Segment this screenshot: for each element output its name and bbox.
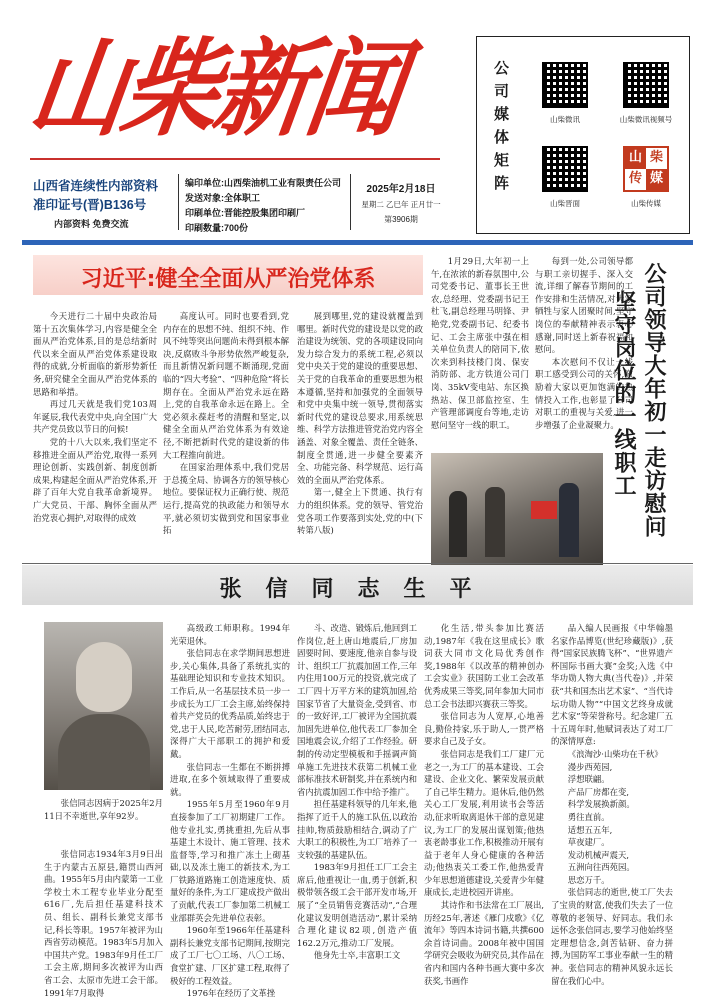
logo-char: 媒 (646, 169, 667, 190)
paragraph: 发动机械声震天, (567, 849, 630, 860)
matrix-item[interactable] (610, 146, 682, 209)
masthead-logo: 山柴新闻 (22, 26, 408, 151)
logo-char: 传 (628, 171, 642, 186)
paragraph: 本次慰问不仅让一线职工感受到公司的关怀,激励着大家以更加饱满的热情投入工作,也彰显了公司对职工的重视与关爱,进一步增强了企业凝聚力。 (535, 356, 633, 430)
paragraph: 张信同志一生都在不断拼搏进取,在多个领域取得了重要成就。 (170, 761, 290, 797)
article1-title: 习近平:健全全面从严治党体系 (80, 267, 376, 292)
paragraph: 适想五五年, (567, 824, 613, 835)
paragraph: 张信同志的逝世,使工厂失去了宝贵的财富,使我们失去了一位尊敬的老领导、好同志。我们永远怀念张信同志,要学习他始终坚定理想信念,剑苦钻研、奋力拼搏,为国防军工事业奉献一生的精神。张信同志的精神风貌永远长留在我们心中。 (551, 887, 673, 986)
media-matrix-title: 公司媒体矩阵 (492, 60, 510, 198)
paragraph: 1960年至1966年任基建科副科长兼党支部书记期间,按期完成了工厂七〇工场、八〇工场、食堂扩建、厂区扩建工程,取得了极好的工程效益。 (170, 925, 290, 986)
article1-col1 (33, 310, 157, 665)
paragraph: 1983年9月担任工厂工会主席后,他重视让一血,勇于创新,积极带领各级工会干部开发市场,开展了“全员销售竞赛活动”,“合理化建议发明创造活动”,累计采纳合理化建议82项,创造产值162.2万元,推动工厂发展。 (297, 862, 417, 948)
matrix-item-label: 山柴微讯视频号 (619, 115, 673, 124)
paragraph: 每到一处,公司领导都与职工亲切握手、深入交流,详细了解春节期间的工作安排和生活情况,对大家牺牲与家人团聚时间,坚守岗位的奉献精神表示衷心感谢,同时送上新春祝福和慰问。 (535, 256, 633, 355)
masthead-note: 内部资料 免费交流 (54, 219, 129, 229)
logo-char: 山 (625, 148, 646, 169)
qr-code-icon (542, 62, 588, 108)
paragraph: 五洲向往西苑园。 (567, 862, 635, 873)
matrix-item[interactable] (610, 62, 682, 125)
paragraph: 漫步西苑园, (567, 761, 613, 772)
matrix-item[interactable] (534, 146, 596, 209)
paragraph: 他身先士卒,丰富职工文 (313, 950, 401, 961)
obituary-portrait (44, 622, 163, 790)
article2-photo (431, 453, 603, 565)
masthead-rule (30, 158, 440, 160)
masthead-divider (178, 174, 179, 230)
article2-title-1: 公司领导大年初一走访慰问 (641, 262, 667, 538)
paragraph: 在国家治理体系中,我们党居于总揽全局、协调各方的领导核心地位。要保证权力正确行使、规范运行,提高党的执政能力和领导水平,就必须切实做到党和国家事业拓 (163, 462, 289, 536)
obituary-col2 (170, 622, 290, 999)
masthead-region: 山西省连续性内部资料 (33, 179, 159, 193)
matrix-item-label: 山柴微讯 (550, 115, 580, 124)
paragraph: 思恋万千。 (567, 874, 610, 885)
paragraph: 斗、改造、锻炼后,他回到工作岗位,赶上唐山地震后,厂房加固要时间、要速度,他亲自参与设计、组织工厂抗震加固工作,三年内住用100万元的投资,就完成了工厂四十万平方米的建筑加固,给国家节省了大量资金,受到省、市的一致好评,工厂被评为全国抗震加固先进单位,他代表工厂参加全国地震会议,介绍了工作经验。研制的传动定型模板和手摇调声简单施工先进技术获第二机械工业部标准技术研制奖,并在系统内和省内抗震加固工作中给予推广。 (297, 623, 417, 797)
paragraph: 第一,健全上下贯通、执行有力的组织体系。党的领导、管党治党各项工作要落到实处,党的中(下转第八版) (297, 487, 423, 536)
masthead-lunar: 星期二 乙巳年 正月廿一 (361, 200, 441, 209)
masthead-date: 2025年2月18日 (366, 184, 436, 195)
paragraph: 高级政工师职称。1994年光荣退休。 (170, 623, 290, 646)
paragraph: 展到哪里,党的建设就覆盖到哪里。新时代党的建设是以党的政治建设为统领、党的各项建设同向发力综合发力的系统工程,必须以党中央关于党的建设的重要思想、关于党的自我革命的重要思想为根本遵循,坚持和加强党的全面领导和党中央集中统一领导,贯彻落实新时代党的建设总要求,用系统思维、科学方法推进管党治党内容全涵盖、对象全覆盖、责任全链条、制度全贯通,进一步健全要素齐全、功能完备、科学规范、运行高效的全面从严治党体系。 (297, 311, 423, 485)
matrix-item-label: 山柴晋面 (550, 199, 580, 208)
paragraph: 浮想联翩。 (567, 774, 610, 785)
paragraph: 产品厂房都在变, (567, 786, 630, 797)
paragraph: 1955年5月至1960年9月直接参加了工厂初期建厂工作。他专业扎实,勇挑重担,先后从事基建土木设计、施工管理、技术监督等,学习和推广冻土上砌基础,以及冻土施工的新技术,为工厂铁路道路施工创造速度快、质量好的条件,为工厂建成投产做出了贡献,代表工厂参加第二机械工业部群英会先进单位表彰。 (170, 799, 290, 923)
obituary-col1: 张信同志1934年3月9日出生于内蒙古五原县,籍贯山西河曲。1955年5月由内蒙第一工业学校土木工程专业毕业分配至616厂,先后担任基建科技术员、组长、副科长兼党支部书记,科长等职。1957年被评为山西省劳动模范。1983年5月加入中国共产党。1983年9月任工厂工会主席,期间多次被评为山西省工会、太原市先进工会干部。1991年7月取得 (44, 849, 163, 998)
paragraph: 1976年在经历了文革挫 (186, 988, 276, 999)
paragraph: 党的十八大以来,我们坚定不移推进全面从严治党,取得一系列理论创新、实践创新、制度创新成果,构建起全面从严治党体系,开辟了百年大党自我革命新境界。广大党员、干部、胸怀全面从严治党衷心拥护,对取得的成效 (33, 436, 157, 523)
masthead-copies: 印刷数量:700份 (185, 223, 249, 233)
masthead-band (22, 240, 693, 245)
masthead-info (185, 176, 341, 236)
article1-col3 (297, 310, 423, 665)
obituary-col3 (297, 622, 417, 988)
masthead-scope: 发送对象:全体职工 (185, 193, 260, 203)
paragraph: 草夜建厂。 (567, 837, 610, 848)
qr-code-icon (542, 146, 588, 192)
masthead-permit: 准印证号(晋)B136号 (33, 198, 147, 212)
obituary-col4 (424, 622, 544, 988)
matrix-item[interactable] (534, 62, 596, 125)
obituary-photo-caption: 张信同志因病于2025年2月11日不幸逝世,享年92岁。 (44, 798, 163, 821)
paragraph: 张信同志为人宽厚,心地善良,勤俭持家,乐于助人,一贯严格要求自己及子女。 (424, 711, 544, 747)
obituary-col5 (551, 622, 673, 988)
matrix-item-label: 山柴传媒 (631, 199, 661, 208)
paragraph: 《浪淘沙·山柴功在千秋》 (567, 748, 663, 759)
article2-title-2: 坚守岗位的一线职工 (611, 290, 637, 497)
logo-char: 柴 (649, 150, 663, 165)
shanchai-logo-icon (623, 146, 669, 192)
paragraph: 张信同志是我们工厂建厂元老之一,为工厂的基本建设、工会建设、企业文化、繁荣发展贡献了自己毕生精力。退休后,他仍然关心工厂发展,利用读书会等活动,征求听取离退休干部的意见建议,为工厂的发展出谋划策;他热衷老龄事业工作,积极推动开展有益于老年人身心健康的各种活动;他热衷关工委工作,他热爱青少年思想道德建设,关爱青少年健康成长,走进校园开讲座。 (424, 748, 544, 898)
obituary-title: 张信同志生平 (219, 577, 496, 602)
masthead-printer: 印刷单位:晋能控股集团印刷厂 (185, 208, 305, 218)
masthead-editor: 编印单位:山西柴油机工业有限责任公司 (185, 178, 341, 188)
paragraph: 品入编人民画报《中华翰墨名家作品博览(世纪珍藏版)》,获得“国家民族腾飞杯”、“世界遗产杯国际书画大赛”金奖;入选《中华功勋人物大典(当代卷)》,并荣获“共和国杰出艺术家”、“当代诗坛功勋人物”“中国文艺终身成就艺术家”等荣誉称号。纪念建厂五十五周年时,他赋词表达了对工厂的深情厚意: (551, 623, 673, 747)
masthead-issue: 第3906期 (384, 215, 418, 224)
paragraph: 高度认可。同时也要看到,党内存在的思想不纯、组织不纯、作风不纯等突出问题尚未得到根本解决,反腐败斗争形势依然严峻复杂,而且新情况新问题不断涌现,党面临的“四大考验”、“四种危险”将长期存在。全面从严治党永远在路上,党的自我革命永远在路上。全党必须永葆赶考的清醒和坚定,以健全全面从严治党体系为有效途径,不断把新时代党的建设新的伟大工程推向前进。 (163, 311, 290, 460)
article2-col1: 1月29日,大年初一上午,在浓浓的新春氛围中,公司党委书记、董事长王世农,总经理、党委副书记王杜飞,副总经理马明锋、尹艳党,党委副书记、纪委书记、工会主席张中强在相关单位负责人的陪同下,依次来到科技楼门岗、保安消防部、北方铁道公司门岗、35kV变电站、东区换热站、保卫部监控室、生产管理部调度台等地,走访慰问坚守一线的职工。 (431, 256, 529, 430)
paragraph: 科学发展换新颜。 (567, 799, 635, 810)
paragraph: 其诗作和书法常在工厂展出,历经25年,著述《雁门戍歌》《亿流年》等四本诗词书籍,共撰600余首诗词曲。2008年被中国国学研究会吸收为研究员,其作品在省内和国内各种书画大赛中多次获奖,书画作 (424, 900, 544, 986)
masthead-divider-2 (350, 174, 351, 230)
paragraph: 张信同志在求学期间思想进步,关心集体,具备了系统扎实的基础理论知识和专业技术知识。工作后,从一名基层技术员一步一步成长为工厂工会主席,始终保持着共产党员的优秀品质,始终忠于党,忠于人民,吃苦耐劳,团结同志,深得广大干部职工的拥护和爱戴。 (170, 648, 290, 759)
obituary-top-rule (22, 563, 693, 564)
qr-code-icon (623, 62, 669, 108)
paragraph: 化生活,带头参加比赛活动,1987年《我在这里成长》歌词获大同市文化局优秀创作奖,1988年《以改革的精神创办工会实业》获国防工业工会改革优秀成果三等奖,同年参加大同市总工会书法即兴赛获三等奖。 (424, 623, 544, 709)
paragraph: 今天进行二十届中央政治局第十五次集体学习,内容是健全全面从严治党体系,目的是总结新时代以来全面从严治党体系建设取得的成就,分析面临的新形势新任务,研究健全全面从严治党体系的思路和举措。 (33, 311, 157, 397)
article1-col2 (163, 310, 289, 665)
paragraph: 担任基建科领导的几年来,他指挥了近千人的施工队伍,以政治挂帅,物质鼓励相结合,调动了广大职工的积极性,为工厂培养了一支较强的基建队伍。 (297, 799, 417, 860)
paragraph: 勇往直前。 (567, 811, 610, 822)
paragraph: 再过几天就是我们党103周年诞辰,我代表党中央,向全国广大共产党员致以节日的问候! (33, 399, 157, 435)
